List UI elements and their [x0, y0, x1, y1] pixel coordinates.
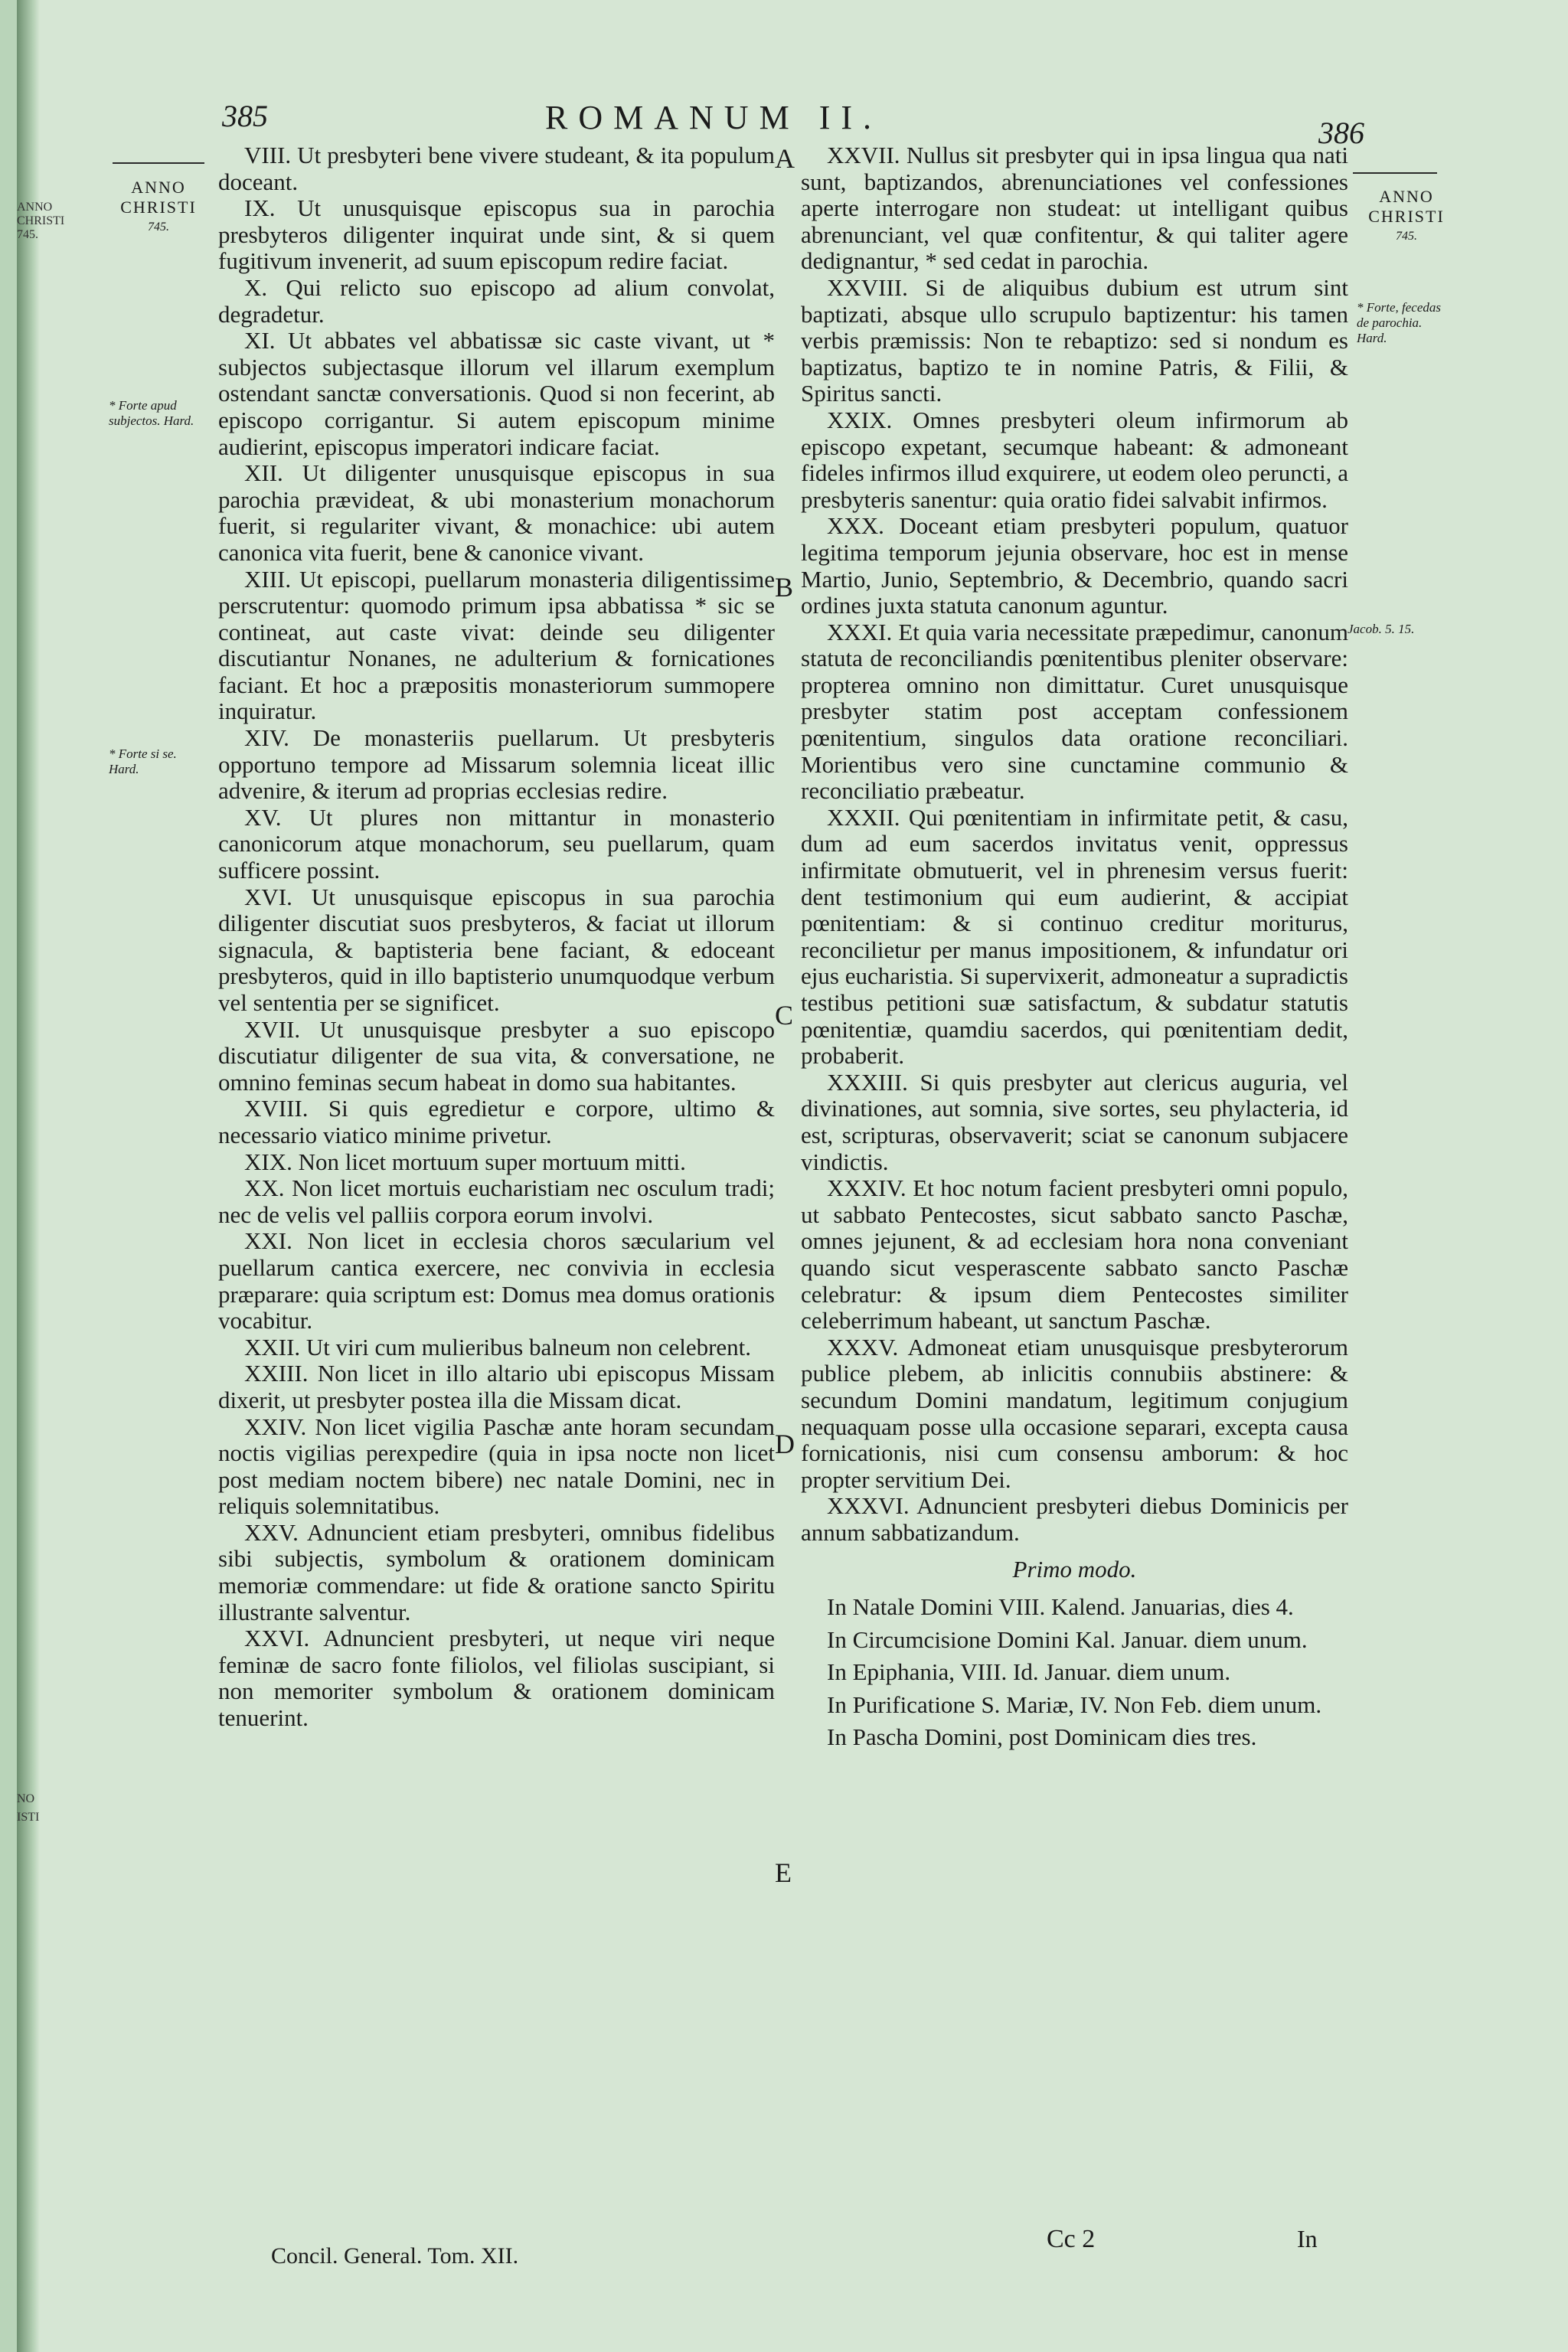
facing-page-fragment-top: ANNO CHRISTI 745. [17, 201, 65, 241]
margin-note-right-2: Jacob. 5. 15. [1348, 622, 1415, 636]
section-marker-e: E [775, 1857, 792, 1888]
left-column [218, 142, 775, 1732]
anno-christi-left [101, 178, 216, 237]
feast-epiphania: In Epiphania, VIII. Id. Januar. diem unum. [827, 1658, 1231, 1686]
feast-circumcisione: In Circumcisione Domini Kal. Januar. diem unum. [827, 1625, 1308, 1653]
canon-xvi: XVI. Ut unusquisque episcopus in sua parochia diligenter discutiat suos presbyteros, & faciat ut illorum signacula, & baptisteria bene faciant, & edoceant presbyteros, quid in illo baptisterio unumquodque verbum vel sententia per se significet. [218, 883, 775, 1016]
canon-xii: XII. Ut diligenter unusquisque episcopus in sua parochia prævideat, & ubi monasterium monachorum fuerit, si regulariter vivant, & monachice: ubi autem canonica vita fuerit, bene & canonice vivant. [218, 459, 775, 566]
canon-xxxi: XXXI. Et quia varia necessitate præpedimur, canonum statuta de reconciliandis pœnitentibus pleniter observare: propterea omnino non dimittatur. Curet unusquisque presbyter statim post acceptam confessionem pœnitentium, singulos data oratione reconciliari. Morientibus vero sine cunctamine communio & reconciliatio præbeatur. [801, 618, 1348, 805]
feast-purificatione: In Purificatione S. Mariæ, IV. Non Feb. diem unum. [827, 1690, 1322, 1718]
book-page [17, 0, 1568, 2352]
canon-xi: XI. Ut abbates vel abbatissæ sic caste vivant, ut * subjectos subjectasque illorum vel illarum exemplum ostendant sanctæ conversationis. Quod si non fecerint, ab episcopo corrigantur. Si autem episcopum minime audierint, episcopus imperatori indicare faciat. [218, 327, 775, 460]
canon-viii: VIII. Ut presbyteri bene vivere studeant, & ita populum doceant. [218, 142, 775, 195]
section-marker-d: D [775, 1429, 795, 1459]
running-head: ROMANUM II. [545, 99, 882, 136]
section-marker-c: C [775, 1000, 794, 1031]
canon-xxvii: XXVII. Nullus sit presbyter qui in ipsa lingua qua nati sunt, baptizandos, abrenunciationes vel confessiones aperte interrogare non studeat: ut intelligant quibus abrenunciant, vel quæ confitentur, & qui taliter agere dedignantur, * sed cedat in parochia. [801, 142, 1348, 275]
canon-xix: XIX. Non licet mortuum super mortuum mitti. [244, 1148, 686, 1175]
canon-xxii: XXII. Ut viri cum mulieribus balneum non celebrent. [244, 1333, 752, 1361]
right-column [801, 142, 1348, 1751]
canon-xviii: XVIII. Si quis egredietur e corpore, ultimo & necessario viatico minime privetur. [218, 1095, 775, 1148]
section-marker-b: B [775, 572, 794, 603]
primo-modo-heading: Primo modo. [1012, 1556, 1137, 1583]
section-marker-a: A [775, 143, 795, 174]
christi-word: CHRISTI [120, 198, 197, 217]
canon-xxxii: XXXII. Qui pœnitentiam in infirmitate petit, & casu, dum ad eum sacerdos invitatus venit, oppressus infirmitate obmutuerit, vel in phrenesim versus fuerit: dent testimonium qui eum audierint, & accipiat pœnitentiam: & si continuo creditur moriturus, reconcilietur per manus impositionem, & infundatur ori ejus eucharistia. Si supervixerit, admoneatur a supradictis testibus petitioni suæ satisfactum, & subdatur statutis pœnitentiæ, quamdiu sacerdos, qui pœnitentiam dedit, probaberit. [801, 803, 1348, 1070]
anno-christi-right [1353, 187, 1460, 247]
canon-xvii: XVII. Ut unusquisque presbyter a suo episcopo discutiatur diligenter de sua vita, & conversatione, ne omnino feminas secum habeat in domo sua habitantes. [218, 1015, 775, 1096]
feast-pascha: In Pascha Domini, post Dominicam dies tres. [827, 1723, 1257, 1751]
page-number-right: 386 [1318, 116, 1364, 150]
canon-x: X. Qui relicto suo episcopo ad alium convolat, degradetur. [218, 273, 775, 328]
footer-signature: Cc 2 [1047, 2225, 1096, 2253]
canon-ix: IX. Ut unusquisque episcopus sua in parochia presbyteros diligenter inquirat unde sint, & si quem fugitivum invenerit, ad suum episcopum redire faciat. [218, 194, 775, 275]
footer-catchword: In [1297, 2225, 1318, 2252]
anno-year: 745. [148, 220, 169, 234]
margin-rule-left [113, 162, 204, 164]
canon-xxix: XXIX. Omnes presbyteri oleum infirmorum ab episcopo expetant, secumque habeant: & admoneant fideles infirmos illud exquirere, ut eodem oleo peruncti, a presbyteris sanentur: quia oratio fidei salvabit infirmos. [801, 406, 1348, 513]
margin-note-right-1: * Forte, fecedas de parochia. Hard. [1357, 300, 1441, 345]
christi-word: CHRISTI [1368, 207, 1445, 226]
anno-year: 745. [1396, 230, 1417, 243]
canon-xxiv: XXIV. Non licet vigilia Paschæ ante horam secundam noctis vigilias perexpedire (quia in ipsa nocte non licet post mediam noctem bibere) nec natale Domini, nec in reliquis solemnitatibus. [218, 1413, 775, 1520]
canon-xxxiii: XXXIII. Si quis presbyter aut clericus auguria, vel divinationes, aut somnia, sive sortes, seu phylacteria, id est, scripturas, observaverit; sciat se canonum subjacere vindictis. [801, 1068, 1348, 1175]
margin-rule-right [1353, 172, 1437, 174]
page-number-left: 385 [222, 99, 268, 133]
canon-xxxv: XXXV. Admoneat etiam unusquisque presbyterorum publice plebem, ab inlicitis connubiis abstinere: & secundum Domini mandatum, legitimum conjugium nequaquam posse ulla occasione separari, excepta causa fornicationis, nisi cum consensu amborum: & hoc propter servitium Dei. [801, 1333, 1348, 1493]
footer-source: Concil. General. Tom. XII. [271, 2243, 519, 2269]
margin-note-left-1: * Forte apud subjectos. Hard. [109, 398, 194, 428]
canon-xxv: XXV. Adnuncient etiam presbyteri, omnibus fidelibus sibi subjectis, symbolum & orationem dominicam memoriæ commendare: ut fide & oratione sancto Spiritu illustrante salventur. [218, 1518, 775, 1625]
anno-word: ANNO [131, 178, 186, 197]
margin-note-left-2: * Forte si se. Hard. [109, 746, 177, 776]
anno-word: ANNO [1379, 187, 1434, 206]
canon-xv: XV. Ut plures non mittantur in monasterio canonicorum atque monachorum, seu puellarum, quam sufficere possint. [218, 803, 775, 884]
canon-xxviii: XXVIII. Si de aliquibus dubium est utrum sint baptizati, absque ullo scrupulo baptizentur: his tamen verbis præmissis: Non te rebaptizo: sed si nondum es baptizatus, baptizo te in nomine Patris, & Filii, & Spiritus sancti. [801, 273, 1348, 407]
canon-xxi: XXI. Non licet in ecclesia choros sæcularium vel puellarum cantica exercere, nec convivia in ecclesia præparare: quia scriptum est: Domus mea domus orationis vocabitur. [218, 1227, 775, 1334]
facing-page-fragment-bottom: NO ISTI [17, 1792, 40, 1824]
canon-xiv: XIV. De monasteriis puellarum. Ut presbyteris opportuno tempore ad Missarum solemnia liceat illic advenire, & iterum ad proprias ecclesias redire. [218, 724, 775, 805]
canon-xxvi: XXVI. Adnuncient presbyteri, ut neque viri neque feminæ de sacro fonte filiolos, vel filiolas suscipiant, si non memoriter symbolum & orationem dominicam tenuerint. [218, 1625, 775, 1732]
canon-xxx: XXX. Doceant etiam presbyteri populum, quatuor legitima temporum jejunia observare, hoc est in mense Martio, Junio, Septembrio, & Decembrio, quando sacri ordines juxta statuta canonum aguntur. [801, 512, 1348, 619]
feast-natale: In Natale Domini VIII. Kalend. Januarias, dies 4. [827, 1593, 1294, 1621]
canon-xxxiv: XXXIV. Et hoc notum facient presbyteri omni populo, ut sabbato Pentecostes, sicut sabbato sancto Paschæ, omnes jejunent, & ad ecclesiam hora nona conveniant quando sicut vesperascente sabbato sancto Paschæ celebratur: & ipsum diem Pentecostes similiter celeberrimum habeant, ut sanctum Paschæ. [801, 1174, 1348, 1334]
canon-xiii: XIII. Ut episcopi, puellarum monasteria diligentissime perscrutentur: quomodo primum ipsa abbatissa * sic se contineat, aut caste vivat: deinde seu diligenter discutiantur Nonanes, ne adulterium & fornicationes faciant. Et hoc a præpositis monasteriorum summopere inquiratur. [218, 565, 775, 725]
canon-xx: XX. Non licet mortuis eucharistiam nec osculum tradi; nec de velis vel palliis corpora eorum involvi. [218, 1174, 775, 1228]
canon-xxxvi: XXXVI. Adnuncient presbyteri diebus Dominicis per annum sabbatizandum. [801, 1492, 1348, 1546]
canon-xxiii: XXIII. Non licet in illo altario ubi episcopus Missam dixerit, ut presbyter postea illa die Missam dicat. [218, 1360, 775, 1413]
